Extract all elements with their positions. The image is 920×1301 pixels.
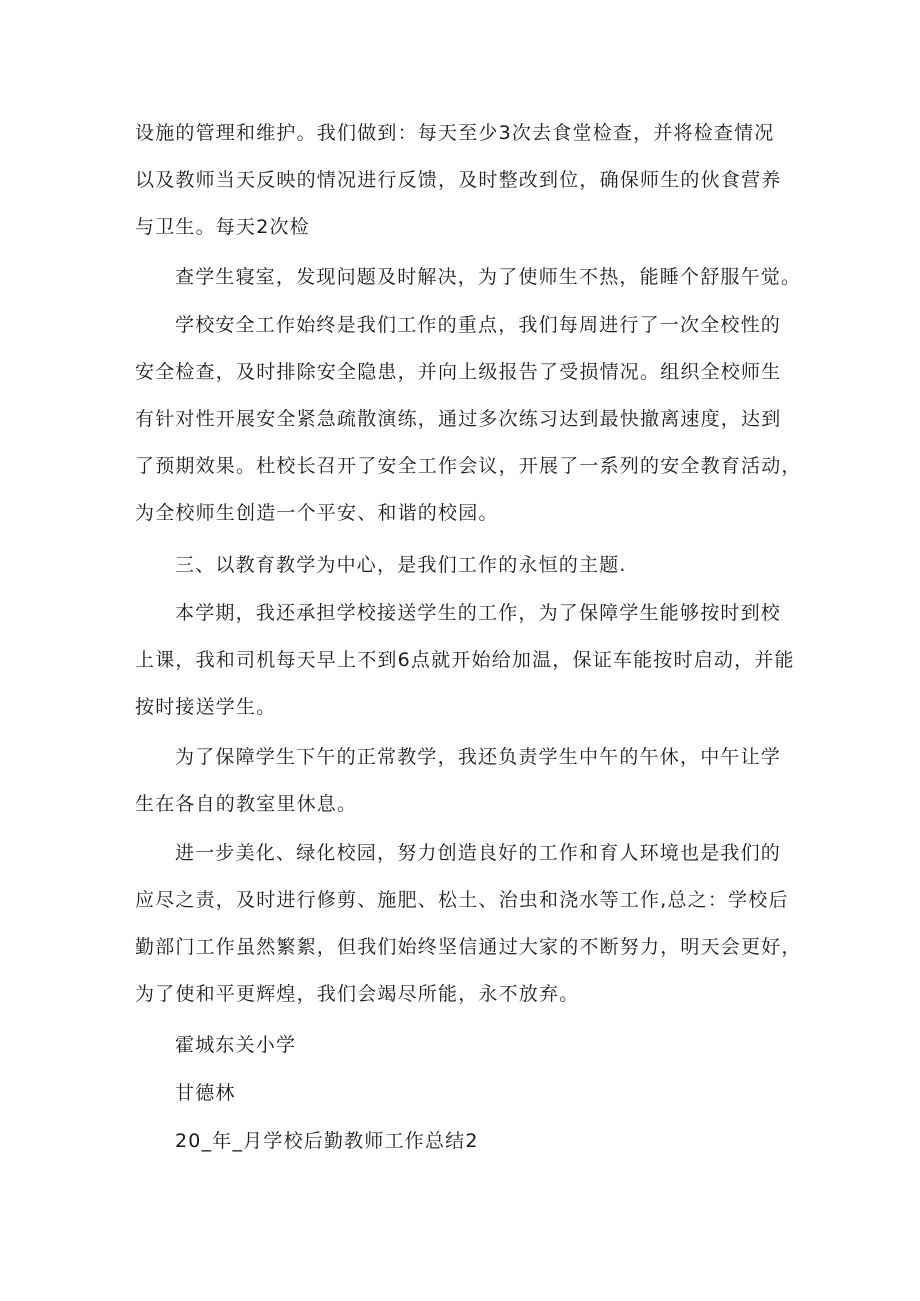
text-line: 生在各自的教室里休息。 <box>135 793 358 815</box>
text-line: 设施的管理和维护。我们做到：每天至少3次去食堂检查，并将检查情况 <box>135 122 775 144</box>
next-document-title <box>175 1129 835 1153</box>
school-name <box>175 1033 835 1057</box>
paragraph-noon-rest <box>135 745 795 816</box>
text-line: 甘德林 <box>175 1082 236 1104</box>
text-line: 应尽之责，及时进行修剪、施肥、松土、治虫和浇水等工作,总之：学校后 <box>135 889 789 911</box>
text-line: 了预期效果。杜校长召开了安全工作会议，开展了一系列的安全教育活动， <box>135 455 802 477</box>
text-line: 勤部门工作虽然繁絮，但我们始终坚信通过大家的不断努力，明天会更好， <box>135 936 802 958</box>
text-line: 为全校师生创造一个平安、和谐的校园。 <box>135 502 499 524</box>
text-line: 三、以教育教学为中心，是我们工作的永恒的主题. <box>175 554 627 576</box>
text-line: 为了使和平更辉煌，我们会竭尽所能，永不放弃。 <box>135 983 580 1005</box>
text-line: 上课，我和司机每天早上不到6点就开始给加温，保证车能按时启动，并能 <box>135 649 795 671</box>
text-line: 霍城东关小学 <box>175 1034 297 1056</box>
text-line: 有针对性开展安全紧急疏散演练，通过多次练习达到最快撤离速度，达到 <box>135 408 782 430</box>
section-heading-three <box>175 553 835 577</box>
paragraph-campus-greening <box>135 841 802 1006</box>
text-line: 学校安全工作始终是我们工作的重点，我们每周进行了一次全校性的 <box>175 314 782 336</box>
author-name <box>175 1081 835 1105</box>
paragraph-student-transport <box>135 601 795 719</box>
text-line: 以及教师当天反映的情况进行反馈，及时整改到位，确保师生的伙食营养 <box>135 169 782 191</box>
text-line: 与卫生。每天2次检 <box>135 216 310 238</box>
text-line: 进一步美化、绿化校园，努力创造良好的工作和育人环境也是我们的 <box>175 842 782 864</box>
text-line: 安全检查，及时排除安全隐患，并向上级报告了受损情况。组织全校师生 <box>135 361 782 383</box>
text-line: 按时接送学生。 <box>135 696 277 718</box>
paragraph-facility-maintenance <box>135 121 795 239</box>
text-line: 为了保障学生下午的正常教学，我还负责学生中午的午休，中午让学 <box>175 746 782 768</box>
text-line: 本学期，我还承担学校接送学生的工作，为了保障学生能够按时到校 <box>175 602 782 624</box>
paragraph-safety <box>135 313 802 525</box>
text-line: 20_年_月学校后勤教师工作总结2 <box>175 1130 479 1152</box>
paragraph-dorm-check <box>175 265 835 289</box>
text-line: 查学生寝室，发现问题及时解决，为了使师生不热，能睡个舒服午觉。 <box>175 266 802 288</box>
